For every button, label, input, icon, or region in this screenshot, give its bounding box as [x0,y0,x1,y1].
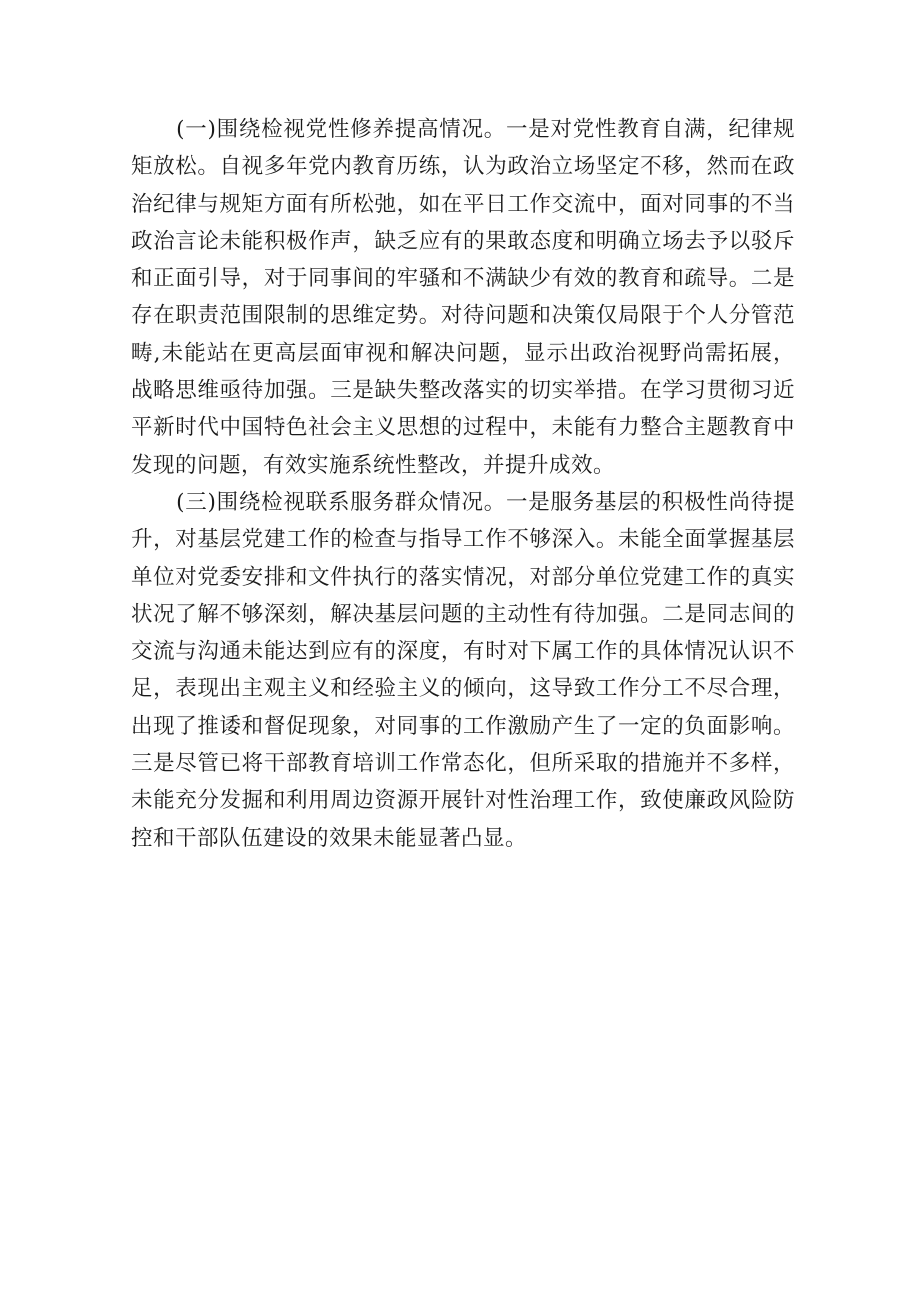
document-body [131,111,795,857]
paragraph-serving-masses: (三)围绕检视联系服务群众情况。一是服务基层的积极性尚待提升，对基层党建工作的检查与指导工作不够深入。未能全面掌握基层单位对党委安排和文件执行的落实情况，对部分单位党建工作的真实状况了解不够深刻，解决基层问题的主动性有待加强。二是同志间的交流与沟通未能达到应有的深度，有时对下属工作的具体情况认识不足，表现出主观主义和经验主义的倾向，这导致工作分工不尽合理，出现了推诿和督促现象，对同事的工作激励产生了一定的负面影响。三是尽管已将干部教育培训工作常态化，但所采取的措施并不多样，未能充分发掘和利用周边资源开展针对性治理工作，致使廉政风险防控和干部队伍建设的效果未能显著凸显。 [131,489,795,851]
paragraph-party-spirit: (一)围绕检视党性修养提高情况。一是对党性教育自满，纪律规矩放松。自视多年党内教育历练，认为政治立场坚定不移，然而在政治纪律与规矩方面有所松弛，如在平日工作交流中，面对同事的不当政治言论未能积极作声，缺乏应有的果敢态度和明确立场去予以驳斥和正面引导，对于同事间的牢骚和不满缺少有效的教育和疏导。二是存在职责范围限制的思维定势。对待问题和决策仅局限于个人分管范畴,未能站在更高层面审视和解决问题，显示出政治视野尚需拓展，战略思维亟待加强。三是缺失整改落实的切实举措。在学习贯彻习近平新时代中国特色社会主义思想的过程中，未能有力整合主题教育中发现的问题，有效实施系统性整改，并提升成效。 [131,117,795,478]
